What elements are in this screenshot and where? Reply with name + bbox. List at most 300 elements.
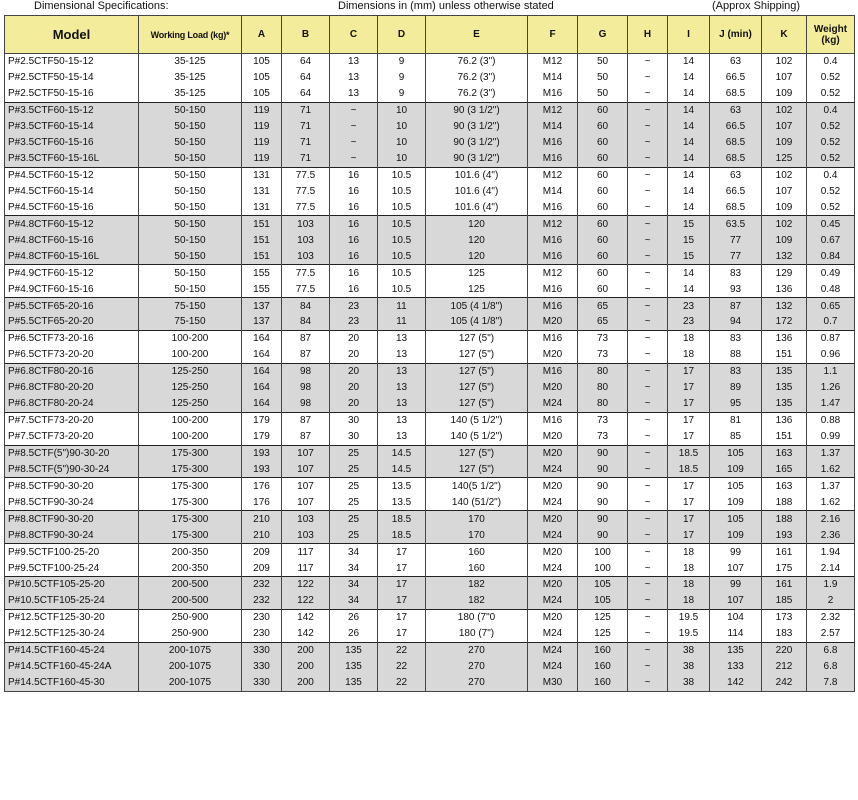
specifications-table xyxy=(4,15,855,692)
table-cell: M24 xyxy=(528,626,578,642)
table-cell: 151 xyxy=(242,216,282,232)
model-cell: P#12.5CTF125-30-24 xyxy=(5,626,139,642)
table-cell: 107 xyxy=(710,560,762,576)
table-cell: 16 xyxy=(330,184,378,200)
table-cell: 64 xyxy=(282,70,330,86)
table-cell: 17 xyxy=(668,494,710,510)
table-cell: 16 xyxy=(330,265,378,281)
table-cell: 104 xyxy=(710,609,762,625)
table-cell: 160 xyxy=(578,659,628,675)
table-row xyxy=(5,429,855,445)
table-cell: M16 xyxy=(528,199,578,215)
table-cell: 160 xyxy=(426,544,528,560)
table-cell: 131 xyxy=(242,167,282,183)
table-cell: 210 xyxy=(242,527,282,543)
table-cell: 90 xyxy=(578,445,628,461)
col-header-weight: Weight (kg) xyxy=(807,16,855,54)
table-cell: 73 xyxy=(578,412,628,428)
table-cell: M20 xyxy=(528,577,578,593)
table-cell: 60 xyxy=(578,151,628,167)
table-cell: 107 xyxy=(762,184,807,200)
table-cell: ~ xyxy=(628,609,668,625)
table-row xyxy=(5,70,855,86)
table-cell: 90 xyxy=(578,494,628,510)
table-cell: 182 xyxy=(426,593,528,609)
table-cell: M14 xyxy=(528,70,578,86)
table-row xyxy=(5,577,855,593)
table-cell: ~ xyxy=(628,363,668,379)
table-cell: 83 xyxy=(710,330,762,346)
table-cell: 50 xyxy=(578,70,628,86)
table-cell: 18 xyxy=(668,593,710,609)
table-cell: ~ xyxy=(628,577,668,593)
table-cell: 68.5 xyxy=(710,199,762,215)
table-cell: M24 xyxy=(528,593,578,609)
table-cell: 50 xyxy=(578,54,628,70)
table-row xyxy=(5,593,855,609)
table-cell: 100-200 xyxy=(139,412,242,428)
table-cell: 98 xyxy=(282,396,330,412)
table-cell: 125 xyxy=(762,151,807,167)
table-cell: ~ xyxy=(628,314,668,330)
table-cell: 105 xyxy=(578,593,628,609)
table-cell: ~ xyxy=(628,445,668,461)
table-cell: ~ xyxy=(330,151,378,167)
table-cell: 90 xyxy=(578,461,628,477)
table-cell: 125-250 xyxy=(139,363,242,379)
table-cell: M24 xyxy=(528,560,578,576)
table-cell: 84 xyxy=(282,314,330,330)
table-cell: 151 xyxy=(242,232,282,248)
table-cell: 122 xyxy=(282,577,330,593)
table-cell: 164 xyxy=(242,396,282,412)
table-cell: 25 xyxy=(330,511,378,527)
table-cell: 135 xyxy=(330,642,378,658)
table-cell: 77.5 xyxy=(282,265,330,281)
table-cell: 100 xyxy=(578,544,628,560)
table-cell: 14 xyxy=(668,281,710,297)
table-cell: 18.5 xyxy=(668,461,710,477)
table-cell: 10.5 xyxy=(378,265,426,281)
table-row xyxy=(5,659,855,675)
table-cell: 14 xyxy=(668,184,710,200)
table-cell: 0.52 xyxy=(807,151,855,167)
table-cell: ~ xyxy=(628,184,668,200)
model-cell: P#2.5CTF50-15-14 xyxy=(5,70,139,86)
table-cell: 23 xyxy=(668,314,710,330)
table-cell: 1.47 xyxy=(807,396,855,412)
table-cell: 175 xyxy=(762,560,807,576)
table-cell: 88 xyxy=(710,347,762,363)
table-cell: 10 xyxy=(378,102,426,118)
table-cell: 13 xyxy=(330,54,378,70)
table-cell: 98 xyxy=(282,380,330,396)
table-cell: 103 xyxy=(282,216,330,232)
table-cell: 77.5 xyxy=(282,281,330,297)
table-cell: 0.49 xyxy=(807,265,855,281)
table-cell: 71 xyxy=(282,119,330,135)
model-cell: P#8.8CTF90-30-20 xyxy=(5,511,139,527)
table-cell: 165 xyxy=(762,461,807,477)
table-cell: M16 xyxy=(528,86,578,102)
table-cell: 330 xyxy=(242,659,282,675)
table-cell: 83 xyxy=(710,265,762,281)
model-cell: P#4.5CTF60-15-14 xyxy=(5,184,139,200)
table-row xyxy=(5,478,855,494)
table-cell: 65 xyxy=(578,298,628,314)
table-cell: 30 xyxy=(330,429,378,445)
caption-right: (Approx Shipping) xyxy=(712,0,801,12)
caption-left: Dimensional Specifications: xyxy=(34,0,169,12)
model-cell: P#5.5CTF65-20-16 xyxy=(5,298,139,314)
table-cell: 68.5 xyxy=(710,151,762,167)
table-cell: 18 xyxy=(668,347,710,363)
table-cell: 102 xyxy=(762,102,807,118)
table-cell: 22 xyxy=(378,642,426,658)
table-cell: 7.8 xyxy=(807,675,855,691)
table-cell: 135 xyxy=(762,363,807,379)
table-cell: 175-300 xyxy=(139,445,242,461)
table-cell: 10 xyxy=(378,119,426,135)
table-cell: 170 xyxy=(426,511,528,527)
table-cell: M20 xyxy=(528,511,578,527)
table-cell: 105 xyxy=(578,577,628,593)
table-cell: 60 xyxy=(578,199,628,215)
table-cell: ~ xyxy=(330,119,378,135)
table-row xyxy=(5,151,855,167)
table-cell: 101.6 (4") xyxy=(426,199,528,215)
table-cell: 125-250 xyxy=(139,380,242,396)
table-cell: 175-300 xyxy=(139,527,242,543)
col-header-k: K xyxy=(762,16,807,54)
table-cell: ~ xyxy=(628,494,668,510)
table-row xyxy=(5,86,855,102)
table-cell: 9 xyxy=(378,70,426,86)
table-cell: 66.5 xyxy=(710,119,762,135)
table-cell: M12 xyxy=(528,167,578,183)
table-cell: 77 xyxy=(710,232,762,248)
model-cell: P#6.8CTF80-20-16 xyxy=(5,363,139,379)
table-cell: 107 xyxy=(282,461,330,477)
table-row xyxy=(5,363,855,379)
model-cell: P#4.5CTF60-15-12 xyxy=(5,167,139,183)
table-cell: 102 xyxy=(762,216,807,232)
table-cell: ~ xyxy=(628,167,668,183)
table-cell: 90 xyxy=(578,527,628,543)
table-cell: 81 xyxy=(710,412,762,428)
table-cell: 16 xyxy=(330,167,378,183)
table-cell: 25 xyxy=(330,478,378,494)
table-row xyxy=(5,281,855,297)
table-cell: ~ xyxy=(628,70,668,86)
model-cell: P#12.5CTF125-30-20 xyxy=(5,609,139,625)
table-cell: M16 xyxy=(528,412,578,428)
table-cell: 164 xyxy=(242,363,282,379)
table-cell: 23 xyxy=(668,298,710,314)
table-cell: 10.5 xyxy=(378,216,426,232)
model-cell: P#4.5CTF60-15-16 xyxy=(5,199,139,215)
model-cell: P#6.8CTF80-20-20 xyxy=(5,380,139,396)
table-cell: 35-125 xyxy=(139,86,242,102)
table-cell: 10 xyxy=(378,135,426,151)
table-cell: 2.14 xyxy=(807,560,855,576)
table-cell: 0.52 xyxy=(807,135,855,151)
table-cell: 136 xyxy=(762,412,807,428)
table-cell: 161 xyxy=(762,577,807,593)
table-cell: 66.5 xyxy=(710,70,762,86)
table-cell: 63 xyxy=(710,167,762,183)
table-cell: 151 xyxy=(762,429,807,445)
table-cell: 101.6 (4") xyxy=(426,167,528,183)
model-cell: P#2.5CTF50-15-16 xyxy=(5,86,139,102)
table-cell: 230 xyxy=(242,626,282,642)
table-cell: 136 xyxy=(762,330,807,346)
model-cell: P#3.5CTF60-15-16L xyxy=(5,151,139,167)
table-cell: 89 xyxy=(710,380,762,396)
table-cell: 19.5 xyxy=(668,609,710,625)
table-cell: 25 xyxy=(330,461,378,477)
model-cell: P#4.8CTF60-15-16 xyxy=(5,232,139,248)
model-cell: P#3.5CTF60-15-14 xyxy=(5,119,139,135)
table-cell: 50-150 xyxy=(139,119,242,135)
table-row xyxy=(5,135,855,151)
table-row xyxy=(5,298,855,314)
table-cell: 109 xyxy=(710,527,762,543)
table-cell: 200 xyxy=(282,659,330,675)
table-cell: 10.5 xyxy=(378,184,426,200)
table-cell: 80 xyxy=(578,396,628,412)
table-cell: 160 xyxy=(578,642,628,658)
table-cell: M24 xyxy=(528,659,578,675)
table-cell: ~ xyxy=(628,347,668,363)
table-cell: 114 xyxy=(710,626,762,642)
model-cell: P#14.5CTF160-45-24A xyxy=(5,659,139,675)
table-row xyxy=(5,445,855,461)
table-cell: 77.5 xyxy=(282,199,330,215)
table-cell: 250-900 xyxy=(139,626,242,642)
model-cell: P#2.5CTF50-15-12 xyxy=(5,54,139,70)
table-cell: 131 xyxy=(242,199,282,215)
table-cell: 230 xyxy=(242,609,282,625)
table-cell: M12 xyxy=(528,102,578,118)
table-cell: 10.5 xyxy=(378,167,426,183)
table-cell: 35-125 xyxy=(139,70,242,86)
table-cell: 17 xyxy=(668,363,710,379)
table-cell: 83 xyxy=(710,363,762,379)
table-cell: 77 xyxy=(710,248,762,264)
table-row xyxy=(5,380,855,396)
table-cell: 0.96 xyxy=(807,347,855,363)
table-cell: 50-150 xyxy=(139,265,242,281)
table-cell: 137 xyxy=(242,314,282,330)
table-cell: 125-250 xyxy=(139,396,242,412)
table-cell: 1.62 xyxy=(807,494,855,510)
table-cell: 66.5 xyxy=(710,184,762,200)
table-cell: 80 xyxy=(578,363,628,379)
table-cell: 14.5 xyxy=(378,461,426,477)
table-row xyxy=(5,544,855,560)
table-row xyxy=(5,511,855,527)
table-cell: 0.87 xyxy=(807,330,855,346)
table-cell: 155 xyxy=(242,265,282,281)
table-cell: 105 xyxy=(242,54,282,70)
table-cell: M16 xyxy=(528,232,578,248)
table-cell: 120 xyxy=(426,248,528,264)
table-cell: ~ xyxy=(628,199,668,215)
col-header-g: G xyxy=(578,16,628,54)
table-cell: M20 xyxy=(528,347,578,363)
table-cell: ~ xyxy=(628,135,668,151)
model-cell: P#14.5CTF160-45-24 xyxy=(5,642,139,658)
table-cell: 2.16 xyxy=(807,511,855,527)
model-cell: P#7.5CTF73-20-20 xyxy=(5,412,139,428)
table-cell: 63 xyxy=(710,102,762,118)
table-cell: ~ xyxy=(628,675,668,691)
table-cell: 133 xyxy=(710,659,762,675)
model-cell: P#6.8CTF80-20-24 xyxy=(5,396,139,412)
table-cell: 117 xyxy=(282,560,330,576)
table-cell: M24 xyxy=(528,494,578,510)
table-cell: ~ xyxy=(628,478,668,494)
table-row xyxy=(5,461,855,477)
table-row xyxy=(5,248,855,264)
table-cell: 179 xyxy=(242,412,282,428)
table-cell: 127 (5") xyxy=(426,347,528,363)
table-cell: 142 xyxy=(710,675,762,691)
model-cell: P#4.9CTF60-15-16 xyxy=(5,281,139,297)
model-cell: P#4.9CTF60-15-12 xyxy=(5,265,139,281)
table-cell: ~ xyxy=(628,626,668,642)
table-cell: 60 xyxy=(578,216,628,232)
table-cell: 10.5 xyxy=(378,281,426,297)
table-cell: ~ xyxy=(628,151,668,167)
table-cell: M24 xyxy=(528,461,578,477)
col-header-h: H xyxy=(628,16,668,54)
table-cell: 73 xyxy=(578,429,628,445)
table-cell: 38 xyxy=(668,642,710,658)
table-cell: 90 xyxy=(578,478,628,494)
table-cell: 242 xyxy=(762,675,807,691)
table-row xyxy=(5,330,855,346)
table-cell: 34 xyxy=(330,544,378,560)
table-cell: ~ xyxy=(330,102,378,118)
table-cell: ~ xyxy=(628,396,668,412)
table-cell: 119 xyxy=(242,151,282,167)
table-cell: 137 xyxy=(242,298,282,314)
table-cell: 20 xyxy=(330,380,378,396)
table-cell: 209 xyxy=(242,544,282,560)
table-cell: 125 xyxy=(578,609,628,625)
table-cell: 50-150 xyxy=(139,199,242,215)
table-cell: 250-900 xyxy=(139,609,242,625)
table-cell: 76.2 (3") xyxy=(426,86,528,102)
table-cell: 98 xyxy=(282,363,330,379)
table-cell: 1.1 xyxy=(807,363,855,379)
table-cell: 1.37 xyxy=(807,478,855,494)
table-cell: ~ xyxy=(628,380,668,396)
table-cell: 140 (5 1/2") xyxy=(426,412,528,428)
table-cell: 330 xyxy=(242,675,282,691)
table-cell: 0.88 xyxy=(807,412,855,428)
table-cell: 119 xyxy=(242,119,282,135)
table-cell: 13.5 xyxy=(378,494,426,510)
table-cell: 140 (51/2") xyxy=(426,494,528,510)
table-cell: 151 xyxy=(762,347,807,363)
table-cell: 142 xyxy=(282,626,330,642)
table-cell: 0.4 xyxy=(807,167,855,183)
table-cell: M24 xyxy=(528,527,578,543)
model-cell: P#9.5CTF100-25-24 xyxy=(5,560,139,576)
table-cell: ~ xyxy=(628,429,668,445)
table-cell: 127 (5") xyxy=(426,396,528,412)
table-cell: 38 xyxy=(668,659,710,675)
table-cell: 65 xyxy=(578,314,628,330)
table-cell: ~ xyxy=(628,659,668,675)
table-row xyxy=(5,609,855,625)
table-body xyxy=(5,54,855,692)
col-header-j-min: J (min) xyxy=(710,16,762,54)
table-cell: 95 xyxy=(710,396,762,412)
table-cell: 270 xyxy=(426,659,528,675)
table-cell: 77.5 xyxy=(282,167,330,183)
table-cell: 80 xyxy=(578,380,628,396)
col-header-e: E xyxy=(426,16,528,54)
table-cell: 0.52 xyxy=(807,184,855,200)
table-cell: 17 xyxy=(668,412,710,428)
table-cell: ~ xyxy=(628,86,668,102)
table-cell: 22 xyxy=(378,659,426,675)
table-cell: 125 xyxy=(426,281,528,297)
table-cell: 22 xyxy=(378,675,426,691)
table-cell: 125 xyxy=(426,265,528,281)
model-cell: P#10.5CTF105-25-20 xyxy=(5,577,139,593)
table-cell: ~ xyxy=(628,412,668,428)
table-cell: 136 xyxy=(762,281,807,297)
table-cell: 18 xyxy=(668,544,710,560)
table-cell: 11 xyxy=(378,314,426,330)
table-cell: M14 xyxy=(528,119,578,135)
table-cell: M30 xyxy=(528,675,578,691)
table-cell: 23 xyxy=(330,314,378,330)
table-cell: 140(5 1/2") xyxy=(426,478,528,494)
table-cell: ~ xyxy=(628,216,668,232)
table-cell: 209 xyxy=(242,560,282,576)
col-header-b: B xyxy=(282,16,330,54)
table-cell: 30 xyxy=(330,412,378,428)
table-cell: 109 xyxy=(710,461,762,477)
table-cell: 105 xyxy=(710,478,762,494)
table-cell: 175-300 xyxy=(139,461,242,477)
table-cell: 15 xyxy=(668,232,710,248)
table-row xyxy=(5,396,855,412)
table-cell: 132 xyxy=(762,248,807,264)
table-cell: 17 xyxy=(378,609,426,625)
table-cell: 75-150 xyxy=(139,298,242,314)
table-cell: 87 xyxy=(282,412,330,428)
table-cell: M16 xyxy=(528,363,578,379)
model-cell: P#8.5CTF(5")90-30-20 xyxy=(5,445,139,461)
table-cell: M20 xyxy=(528,314,578,330)
table-cell: 212 xyxy=(762,659,807,675)
table-cell: 90 (3 1/2") xyxy=(426,135,528,151)
table-cell: 60 xyxy=(578,102,628,118)
table-cell: ~ xyxy=(628,54,668,70)
col-header-c: C xyxy=(330,16,378,54)
table-cell: 127 (5") xyxy=(426,380,528,396)
table-row xyxy=(5,216,855,232)
table-cell: 200 xyxy=(282,675,330,691)
table-cell: 20 xyxy=(330,330,378,346)
